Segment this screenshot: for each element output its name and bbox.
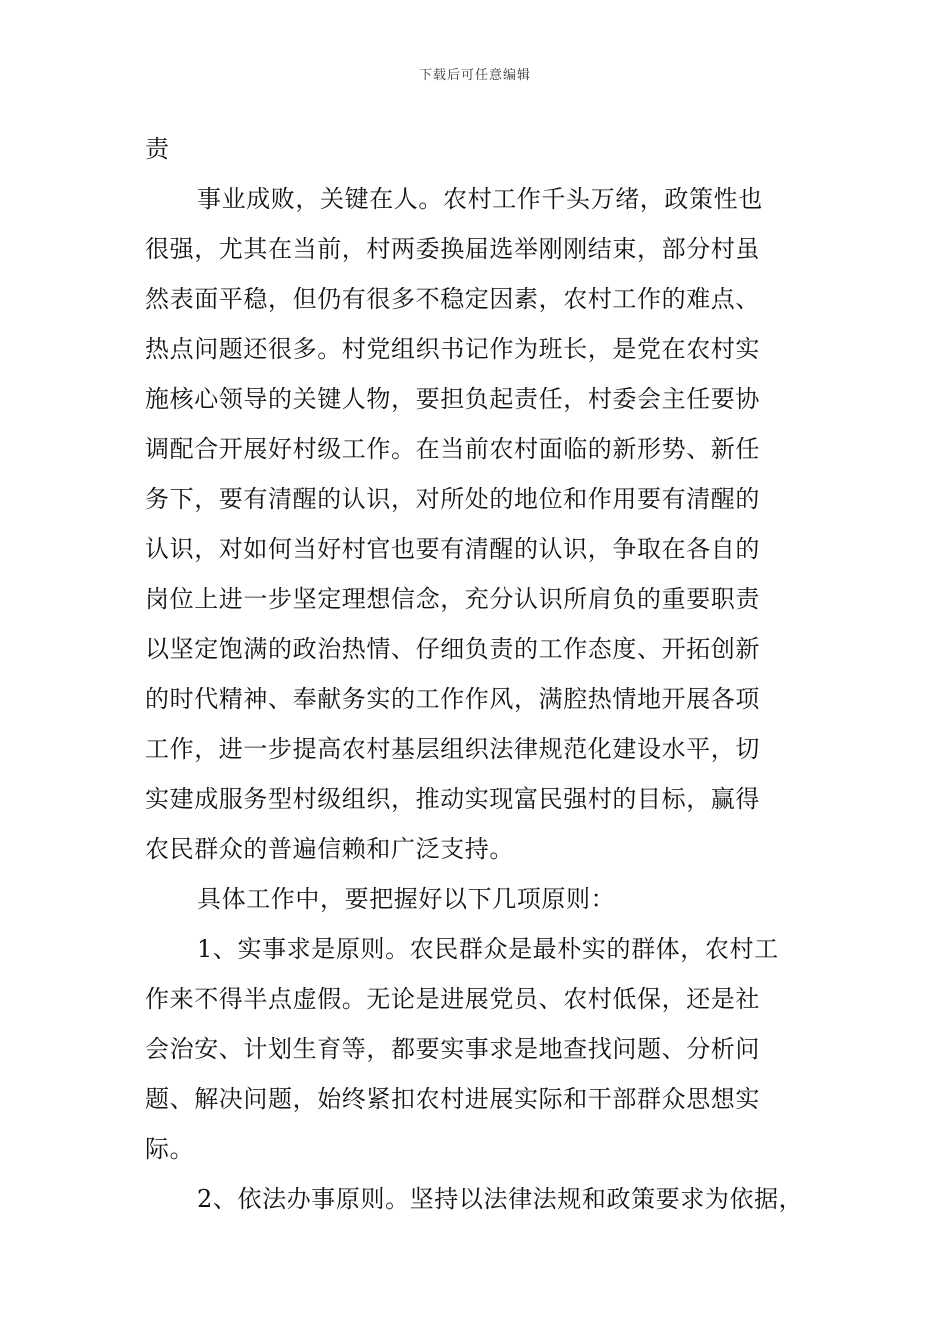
text-line: 题、解决问题，始终紧扣农村进展实际和干部群众思想实 (145, 1085, 760, 1113)
text-line: 岗位上进一步坚定理想信念，充分认识所肩负的重要职责 (145, 585, 760, 613)
text-line: 施核心领导的关键人物，要担负起责任，村委会主任要协 (145, 385, 760, 413)
text-line: 的时代精神、奉献务实的工作作风，满腔热情地开展各项 (145, 685, 760, 713)
text-line: 事业成败，关键在人。农村工作千头万绪，政策性也 (197, 185, 763, 213)
text-line: 具体工作中，要把握好以下几项原则： (197, 885, 616, 913)
text-line: 作来不得半点虚假。无论是进展党员、农村低保，还是社 (145, 985, 760, 1013)
text-line: 然表面平稳，但仍有很多不稳定因素，农村工作的难点、 (145, 285, 760, 313)
page-header: 下载后可任意编辑 (418, 68, 531, 83)
text-line: 际。 (145, 1135, 195, 1163)
text-line: 以坚定饱满的政治热情、仔细负责的工作态度、开拓创新 (145, 635, 760, 663)
document-body (145, 124, 815, 1224)
text-line: 1、实事求是原则。农民群众是最朴实的群体，农村工 (197, 935, 779, 963)
text-line: 责 (145, 135, 170, 163)
text-line: 认识，对如何当好村官也要有清醒的认识，争取在各自的 (145, 535, 760, 563)
text-line: 农民群众的普遍信赖和广泛支持。 (145, 835, 514, 863)
text-line: 会治安、计划生育等，都要实事求是地查找问题、分析问 (145, 1035, 760, 1063)
text-line: 工作，进一步提高农村基层组织法律规范化建设水平，切 (145, 735, 760, 763)
text-line: 务下，要有清醒的认识，对所处的地位和作用要有清醒的 (145, 485, 760, 513)
text-line: 很强，尤其在当前，村两委换届选举刚刚结束，部分村虽 (145, 235, 760, 263)
text-line: 调配合开展好村级工作。在当前农村面临的新形势、新任 (145, 435, 760, 463)
text-line: 2、依法办事原则。坚持以法律法规和政策要求为依据， (197, 1185, 804, 1213)
text-line: 热点问题还很多。村党组织书记作为班长，是党在农村实 (145, 335, 760, 363)
text-line: 实建成服务型村级组织，推动实现富民强村的目标，赢得 (145, 785, 760, 813)
